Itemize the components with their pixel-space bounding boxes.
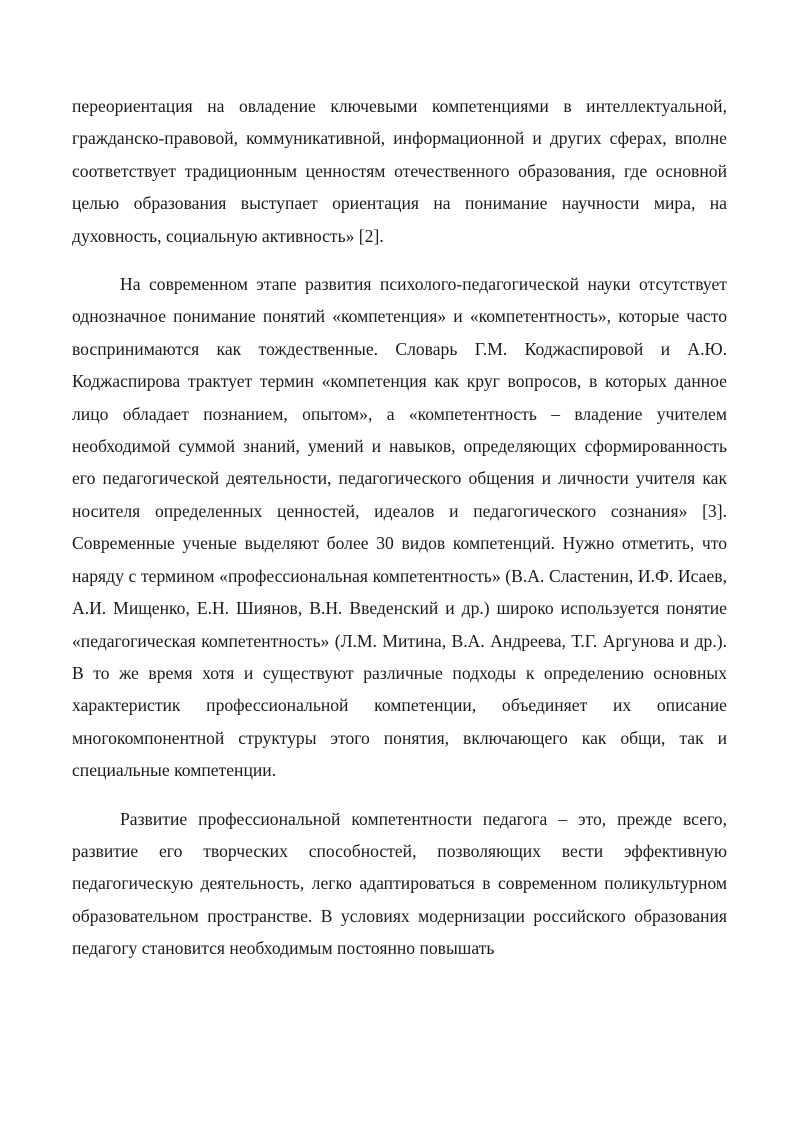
paragraph-competence-definitions: На современном этапе развития психолого-педагогической науки отсутствует однозначное понимание понятий «компетенция» и «компетентность», которые часто воспринимаются как тождественные. Словарь Г.М. Коджаспировой и А.Ю. Коджаспирова трактует термин «компетенция как круг вопросов, в которых данное лицо обладает познанием, опытом», а «компетентность – владение учителем необходимой суммой знаний, умений и навыков, определяющих сформированность его педагогической деятельности, педагогического общения и личности учителя как носителя определенных ценностей, идеалов и педагогического сознания» [3]. Современные ученые выделяют более 30 видов компетенций. Нужно отметить, что наряду с термином «профессиональная компетентность» (В.А. Сластенин, И.Ф. Исаев, А.И. Мищенко, Е.Н. Шиянов, В.Н. Введенский и др.) широко используется понятие «педагогическая компетентность» (Л.М. Митина, В.А. Андреева, Т.Г. Аргунова и др.). В то же время хотя и существуют различные подходы к определению основных характеристик профессиональной компетенции, объединяет их описание многокомпонентной структуры этого понятия, включающего как общи, так и специальные компетенции. — [72, 274, 727, 781]
paragraph-continuation: переориентация на овладение ключевыми компетенциями в интеллектуальной, гражданско-правовой, коммуникативной, информационной и других сферах, вполне соответствует традиционным ценностям отечественного образования, где основной целью образования выступает ориентация на понимание научности мира, на духовность, социальную активность» [2]. — [72, 96, 727, 246]
document-body — [72, 90, 727, 965]
paragraph-professional-development: Развитие профессиональной компетентности педагога – это, прежде всего, развитие его творческих способностей, позволяющих вести эффективную педагогическую деятельность, легко адаптироваться в современном поликультурном образовательном пространстве. В условиях модернизации российского образования педагогу становится необходимым постоянно повышать — [72, 808, 727, 959]
